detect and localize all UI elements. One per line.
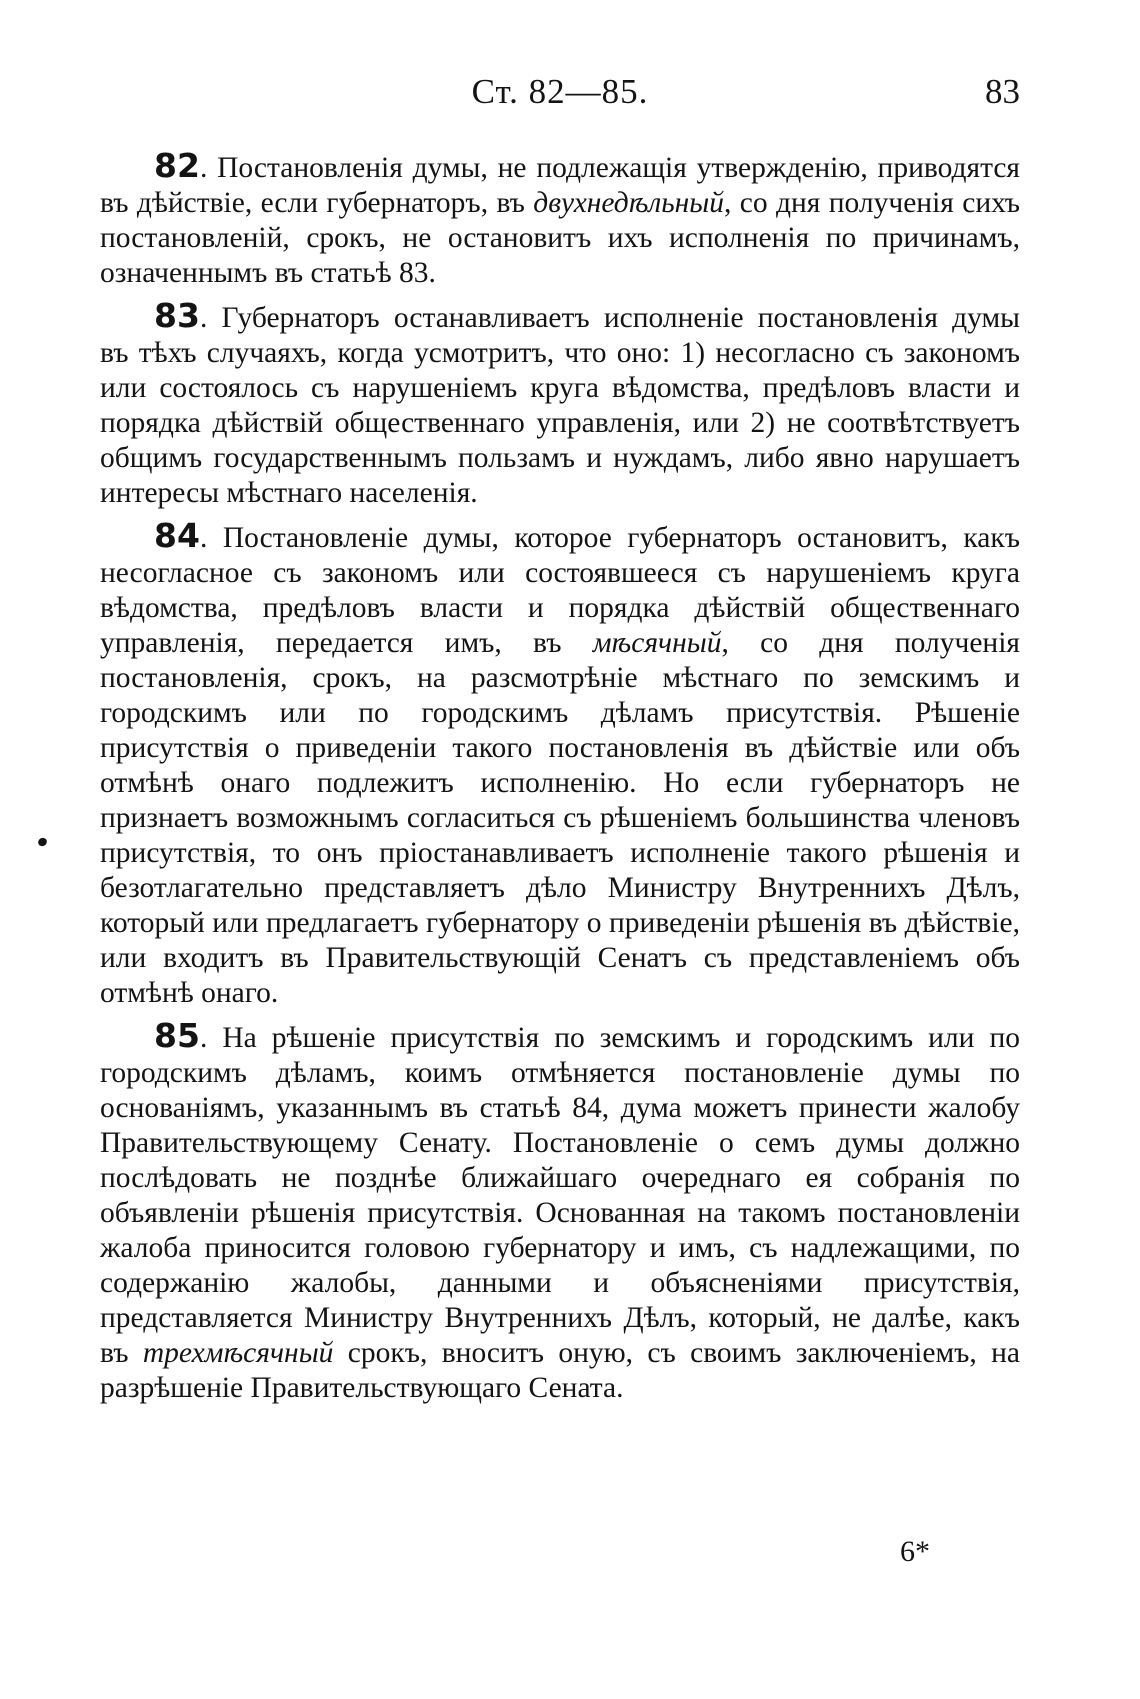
printer-signature-mark: 6*: [900, 1535, 930, 1568]
article-text-italic: двухнедѣльный: [533, 187, 725, 219]
page-header: [100, 72, 1020, 122]
article-text-segment: , со дня полученія постановленія, срокъ, на разсмотрѣніе мѣстнаго по земскимъ и городскимъ или по городскимъ дѣламъ присутствія. Рѣшеніе присутствія о приведеніи такого постановленія въ дѣйствіе или объ отмѣнѣ онаго подлежитъ исполненію. Но если губернаторъ не признаетъ возможнымъ согласиться съ рѣшеніемъ большинства членовъ присутствія, то онъ пріостанавливаетъ исполненіе такого рѣшенія и безотлагательно представляетъ дѣло Министру Внутреннихъ Дѣлъ, который или предлагаетъ губернатору о приведеніи рѣшенія въ дѣйствіе, или входитъ въ Правительствующій Сенатъ съ представленіемъ объ отмѣнѣ онаго.: [100, 627, 1020, 1009]
article-text-italic: трехмѣсячный: [142, 1337, 334, 1369]
article-text: [100, 1022, 1020, 1404]
ink-speck: [37, 836, 49, 847]
article-text-segment: срокъ, вноситъ оную, съ своимъ заключеніемъ, на разрѣшеніе Правительствующаго Сената.: [100, 1337, 1021, 1404]
article-number: 84: [154, 516, 200, 555]
running-head: Ст. 82—85.: [471, 72, 649, 111]
article-text: [100, 152, 1020, 289]
article-number: 85: [154, 1016, 200, 1055]
page-number: 83: [985, 72, 1020, 111]
article-text-segment: . Губернаторъ останавливаетъ исполненіе постановленія думы въ тѣхъ случаяхъ, когда усмотритъ, что оно: 1) несогласно съ закономъ или состоялось съ нарушеніемъ круга вѣдомства, предѣловъ власти и порядка дѣйствій общественнаго управленія, или 2) не соотвѣтствуетъ общимъ государственнымъ пользамъ и нуждамъ, либо явно нарушаетъ интересы мѣстнаго населенія.: [100, 302, 1020, 509]
article-number: 83: [154, 296, 200, 335]
article-number: 82: [154, 146, 200, 185]
article-text: [100, 522, 1020, 1009]
article-text-segment: . Постановленіе думы, которое губернаторъ остановитъ, какъ несогласное съ закономъ или состоявшееся съ нарушеніемъ круга вѣдомства, предѣловъ власти и порядка дѣйствій общественнаго управленія, передается имъ, въ: [100, 522, 1020, 659]
articles-body: [100, 148, 1020, 1413]
article-text-italic: мѣсячный: [592, 627, 722, 659]
article-84: [100, 518, 1020, 1011]
article-text: [100, 302, 1020, 509]
article-text-segment: , со дня полученія сихъ постановленій, срокъ, не остановитъ ихъ исполненія по причинамъ, означеннымъ въ статьѣ 83.: [100, 187, 1020, 289]
article-text-segment: . На рѣшеніе присутствія по земскимъ и городскимъ или по городскимъ дѣламъ, коимъ отмѣняется постановленіе думы по основаніямъ, указаннымъ въ статьѣ 84, дума можетъ принести жалобу Правительствующему Сенату. Постановленіе о семъ думы должно послѣдовать не позднѣе ближайшаго очереднаго ея собранія по объявленіи рѣшенія присутствія. Основанная на такомъ постановленіи жалоба приносится головою губернатору и имъ, съ надлежащими, по содержанію жалобы, данными и объясненіями присутствія, представляется Министру Внутреннихъ Дѣлъ, который, не далѣе, какъ въ: [100, 1022, 1020, 1369]
article-85: [100, 1018, 1020, 1406]
article-83: [100, 298, 1020, 511]
article-text-segment: . Постановленія думы, не подлежащія утвержденію, приводятся въ дѣйствіе, если губернаторъ, въ: [100, 152, 1020, 219]
article-82: [100, 148, 1020, 291]
